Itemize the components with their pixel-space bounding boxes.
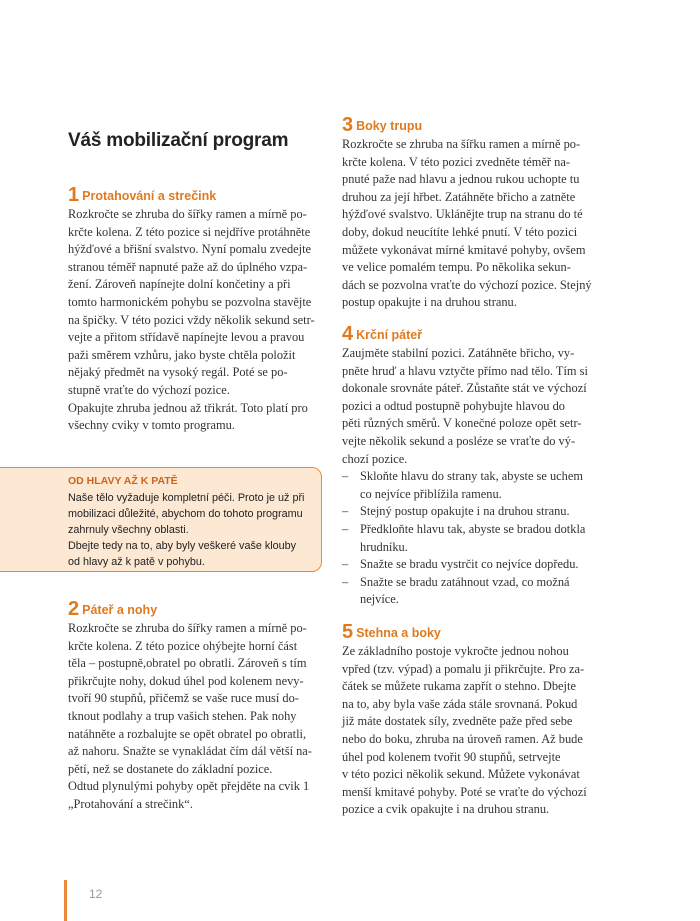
text-line: pozice a cvik opakujte i na druhou stranu. xyxy=(342,802,550,817)
text-line: natáhněte a rozbalujte se opět obratel po obratli, xyxy=(68,726,307,741)
section-body xyxy=(342,136,600,312)
text-line: zahrnuly všechny oblasti. xyxy=(68,524,189,536)
text-line: menší kmitavé pohyby. Poté se vraťte do výchozí xyxy=(342,784,587,799)
text-line: čátek se můžete rukama zapřít o stehno. Dbejte xyxy=(342,679,576,694)
text-line: stupně vraťte do výchozí pozice. xyxy=(68,382,230,397)
text-line: hýžďové svalstvo. Uklánějte trup na stranu do té xyxy=(342,207,583,222)
text-line: vejte a přitom střídavě napínejte levou a pravou xyxy=(68,330,305,345)
section-title: Protahování a strečink xyxy=(82,189,217,203)
list-item-line: nejvíce. xyxy=(360,592,399,607)
text-line: na špičky. V této pozici vždy několik sekund setr- xyxy=(68,312,315,327)
text-line: doby, dokud neucítíte lehké pnutí. V této pozici xyxy=(342,224,578,239)
text-line: všechny cviky v tomto programu. xyxy=(68,418,235,433)
text-line: krčte kolena. V této pozici zvedněte téměř na- xyxy=(342,154,570,169)
callout-title: OD HLAVY AŽ K PATĚ xyxy=(68,475,178,487)
text-line: Dbejte tedy na to, aby byly veškeré vaše klouby xyxy=(68,540,297,552)
section-title: Páteř a nohy xyxy=(82,603,158,617)
section-neck xyxy=(342,325,600,609)
section-title: Boky trupu xyxy=(356,119,423,133)
section-heading xyxy=(342,116,600,135)
text-line: v této pozici několik sekund. Můžete vykonávat xyxy=(342,767,580,782)
text-line: od hlavy až k patě v pohybu. xyxy=(68,556,205,568)
text-line: stranou téměř napnuté paže až do úplného vzpa- xyxy=(68,259,308,274)
text-line: Rozkročte se zhruba do šířky ramen a mírně po- xyxy=(68,621,307,635)
section-title: Krční páteř xyxy=(356,328,423,342)
text-line: až nahoru. Snažte se vynakládat čím dál větší na- xyxy=(68,744,312,759)
text-line: chozí pozice. xyxy=(342,451,408,466)
section-number: 3 xyxy=(342,114,354,136)
text-line: pěti různých směrů. V konečné poloze opět setr- xyxy=(342,416,582,431)
list-item xyxy=(342,574,600,609)
section-number: 1 xyxy=(68,184,80,206)
text-line: nebo do boku, zhruba na úroveň ramen. Až bude xyxy=(342,731,583,746)
section-stretching xyxy=(68,186,320,435)
text-line: tomto harmonickém pohybu se pozvolna stavějte xyxy=(68,294,312,309)
text-line: Naše tělo vyžaduje kompletní péči. Proto je už při xyxy=(68,492,305,504)
callout-box xyxy=(0,467,322,572)
text-line: na to, aby byla vaše záda stále srovnaná. Pokud xyxy=(342,696,578,711)
page-number-bar xyxy=(64,880,67,921)
section-number: 5 xyxy=(342,621,354,643)
text-line: vpřed (tzv. výpad) a pomalu ji přikrčujte. Pro za- xyxy=(342,661,585,676)
section-number: 4 xyxy=(342,323,354,345)
text-line: ve velice pomalém tempu. Po několika sekun- xyxy=(342,260,571,275)
section-body xyxy=(68,620,320,814)
text-line: pozici a odtud postupně pohybujte hlavou do xyxy=(342,398,565,413)
section-spine-legs xyxy=(68,600,320,814)
text-line: Rozkročte se zhruba do šířky ramen a mírně po- xyxy=(68,207,307,221)
section-body xyxy=(342,345,600,468)
section-thighs-hips xyxy=(342,623,600,819)
text-line: žení. Zároveň napínejte dolní končetiny a při xyxy=(68,277,291,292)
text-line: Ze základního postoje vykročte jednou nohou xyxy=(342,644,569,658)
text-line: tvoří 90 stupňů, přičemž se vaše ruce musí do- xyxy=(68,691,299,706)
section-title: Stehna a boky xyxy=(356,626,441,640)
section-trunk-sides xyxy=(342,116,600,312)
text-line: pnuté paže nad hlavu a jednou rukou uchopte tu xyxy=(342,172,580,187)
text-line: úhel pod kolenem tvořit 90 stupňů, setrvejte xyxy=(342,749,561,764)
list-item xyxy=(342,503,600,521)
list-item-line: – Předkloňte hlavu tak, abyste se bradou dotkla xyxy=(360,521,586,536)
text-line: dokonale srovnáte páteř. Zůstaňte stát ve výchozí xyxy=(342,381,587,396)
text-line: Rozkročte se zhruba na šířku ramen a mírně po- xyxy=(342,137,581,151)
page-number: 12 xyxy=(89,887,103,901)
text-line: krčte kolena. Z této pozice ohýbejte horní část xyxy=(68,638,298,653)
text-line: přikrčujte nohy, dokud úhel pod kolenem nevy- xyxy=(68,673,304,688)
page-title: Váš mobilizační program xyxy=(68,130,289,151)
text-line: tknout podlahy a trup vašich stehen. Pak nohy xyxy=(68,708,297,723)
text-line: krčte kolena. Z této pozice si nejdříve protáhněte xyxy=(68,224,311,239)
text-line: hýžďové a břišní svalstvo. Nyní pomalu zvedejte xyxy=(68,242,312,257)
section-heading xyxy=(68,186,320,205)
callout-text xyxy=(68,490,311,570)
list-item-line: – Snažte se bradu vystrčit co nejvíce dopředu. xyxy=(360,557,579,572)
text-line: mobilizaci důležité, abychom do tohoto programu xyxy=(68,508,303,520)
text-line: dách se pozvolna vraťte do výchozí pozice. Stejný xyxy=(342,277,592,292)
list-item xyxy=(342,521,600,556)
text-line: již máte dostatek síly, zvedněte paže před sebe xyxy=(342,714,573,729)
list-item-line: – Snažte se bradu zatáhnout vzad, co možná xyxy=(360,574,570,589)
neck-exercise-list xyxy=(342,468,600,609)
section-heading xyxy=(342,325,600,344)
text-line: Zaujměte stabilní pozici. Zatáhněte břicho, vy- xyxy=(342,346,575,360)
text-line: vejte několik sekund a posléze se vraťte do vý- xyxy=(342,433,576,448)
section-heading xyxy=(342,623,600,642)
list-item-line: – Stejný postup opakujte i na druhou stranu. xyxy=(360,504,570,519)
section-heading xyxy=(68,600,320,619)
text-line: můžete vykonávat mírné kmitavé pohyby, ovšem xyxy=(342,242,586,257)
text-line: Odtud plynulými pohyby opět přejděte na cvik 1 xyxy=(68,779,310,794)
text-line: Opakujte zhruba jednou až třikrát. Toto platí pro xyxy=(68,400,308,415)
list-item-line: co nejvíce přiblížila ramenu. xyxy=(360,486,502,501)
section-number: 2 xyxy=(68,598,80,620)
text-line: pněte hruď a hlavu vztyčte přímo nad tělo. Tím si xyxy=(342,363,588,378)
section-body xyxy=(342,643,600,819)
list-item-line: – Skloňte hlavu do strany tak, abyste se uchem xyxy=(360,469,583,484)
list-item xyxy=(342,556,600,574)
section-body xyxy=(68,206,320,435)
text-line: „Protahování a strečink“. xyxy=(68,796,193,811)
list-item xyxy=(342,468,600,503)
text-line: pětí, než se dostanete do základní pozice. xyxy=(68,761,273,776)
text-line: paži směrem vzhůru, jako byste chtěla položit xyxy=(68,347,296,362)
text-line: nějaký předmět na vysoký regál. Poté se po- xyxy=(68,365,288,380)
text-line: těla – postupně,obratel po obratli. Zároveň s tím xyxy=(68,656,307,671)
text-line: postup opakujte i na druhou stranu. xyxy=(342,295,517,310)
text-line: druhou za její hřbet. Zatáhněte břicho a zatněte xyxy=(342,189,576,204)
list-item-line: hrudníku. xyxy=(360,539,408,554)
